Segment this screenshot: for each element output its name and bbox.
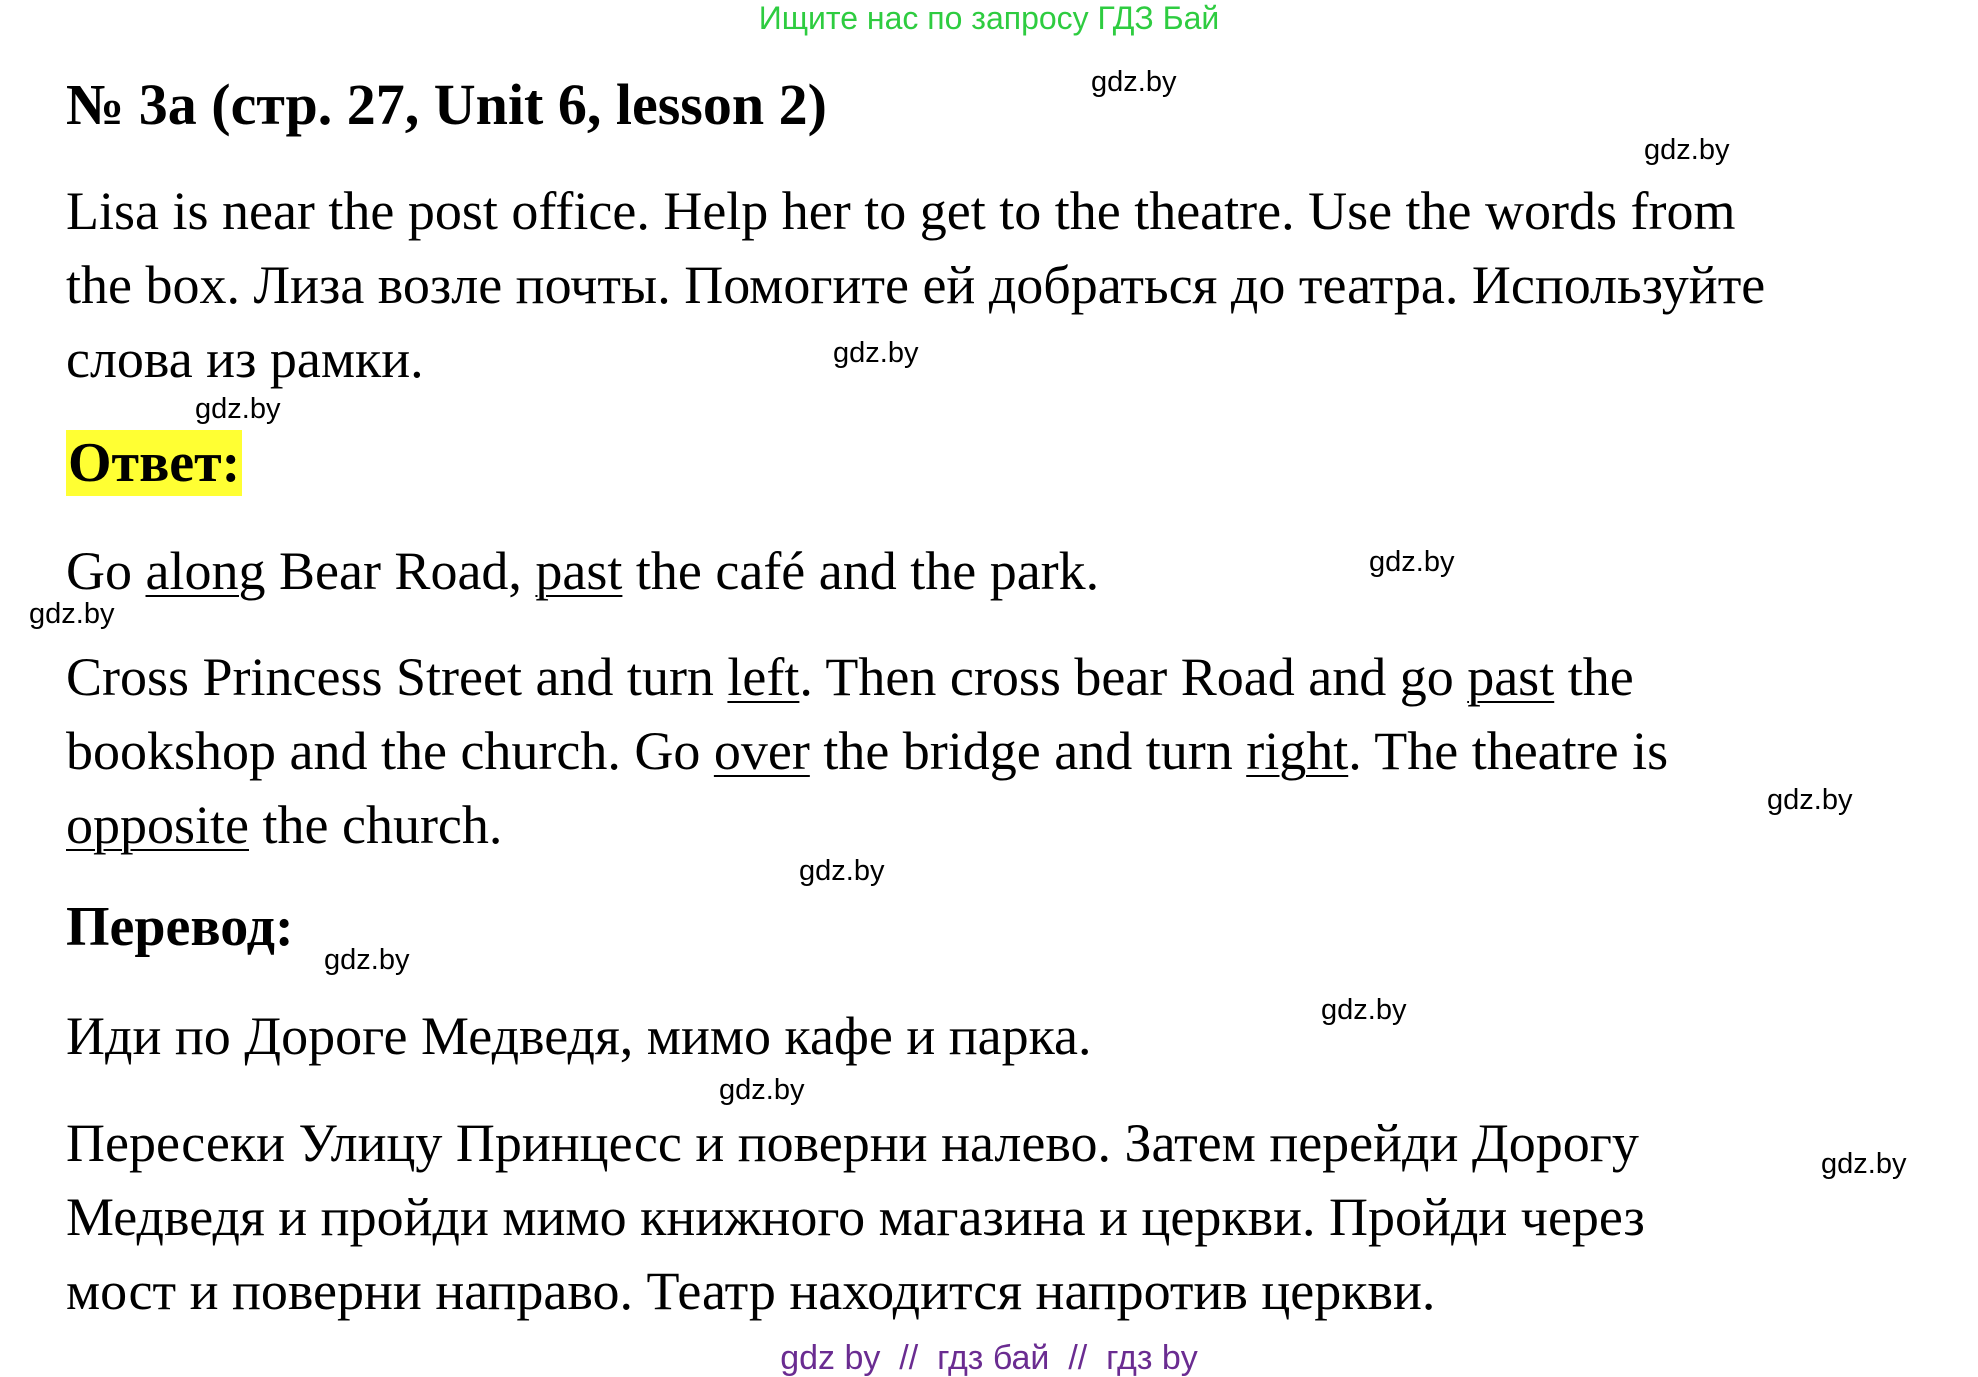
answer-underlined-word: past — [535, 541, 623, 601]
watermark-text: gdz.by — [324, 944, 410, 976]
watermark-text: gdz.by — [195, 393, 281, 425]
watermark-text: gdz.by — [799, 855, 885, 887]
watermark-text: gdz.by — [1091, 66, 1177, 98]
answer-label: Ответ: — [68, 432, 241, 494]
answer-text: Go — [66, 541, 146, 601]
translation-line: мост и поверни направо. Театр находится напротив церкви. — [66, 1261, 1436, 1321]
task-text — [66, 174, 1966, 396]
answer-underlined-word: right — [1246, 721, 1349, 781]
translation-paragraph-2 — [66, 1106, 1966, 1328]
task-line: the box. Лиза возле почты. Помогите ей добраться до театра. Используйте — [66, 255, 1766, 315]
watermark-text: gdz.by — [719, 1074, 805, 1106]
top-banner: Ищите нас по запросу ГДЗ Бай — [758, 0, 1220, 36]
answer-text: bookshop and the church. Go — [66, 721, 714, 781]
answer-text: . The theatre is — [1348, 721, 1669, 781]
answer-text: the — [1554, 647, 1634, 707]
exercise-title: № 3a (стр. 27, Unit 6, lesson 2) — [66, 72, 827, 137]
task-line: слова из рамки. — [66, 329, 424, 389]
answer-text: the café and the park. — [622, 541, 1100, 601]
answer-underlined-word: left — [727, 647, 800, 707]
watermark-text: gdz.by — [29, 598, 115, 630]
answer-underlined-word: past — [1467, 647, 1555, 707]
answer-paragraph-1 — [66, 534, 1966, 608]
answer-line — [66, 714, 1966, 788]
watermark-text: gdz.by — [833, 337, 919, 369]
answer-underlined-word: over — [713, 721, 810, 781]
watermark-text: gdz.by — [1369, 546, 1455, 578]
answer-paragraph-2 — [66, 640, 1966, 862]
watermark-text: gdz.by — [1821, 1148, 1907, 1180]
answer-line — [66, 788, 1966, 862]
answer-underlined-word: opposite — [66, 795, 249, 855]
translation-paragraph-1: Иди по Дороге Медведя, мимо кафе и парка. — [66, 1006, 1092, 1066]
answer-text: Bear Road, — [265, 541, 536, 601]
answer-text: the bridge and turn — [809, 721, 1247, 781]
translation-line: Пересеки Улицу Принцесс и поверни налево. Затем перейди Дорогу — [66, 1113, 1639, 1173]
answer-text: the church. — [249, 795, 503, 855]
translation-label: Перевод: — [66, 896, 294, 958]
answer-line — [66, 640, 1966, 714]
footer-links: gdz by // гдз бай // гдз by — [780, 1339, 1198, 1377]
watermark-text: gdz.by — [1321, 994, 1407, 1026]
task-line: Lisa is near the post office. Help her to get to the theatre. Use the words from — [66, 181, 1736, 241]
answer-underlined-word: along — [145, 541, 266, 601]
watermark-text: gdz.by — [1767, 784, 1853, 816]
answer-text: . Then cross bear Road and go — [799, 647, 1468, 707]
watermark-text: gdz.by — [1644, 134, 1730, 166]
translation-line: Медведя и пройди мимо книжного магазина и церкви. Пройди через — [66, 1187, 1645, 1247]
answer-text: Cross Princess Street and turn — [66, 647, 728, 707]
